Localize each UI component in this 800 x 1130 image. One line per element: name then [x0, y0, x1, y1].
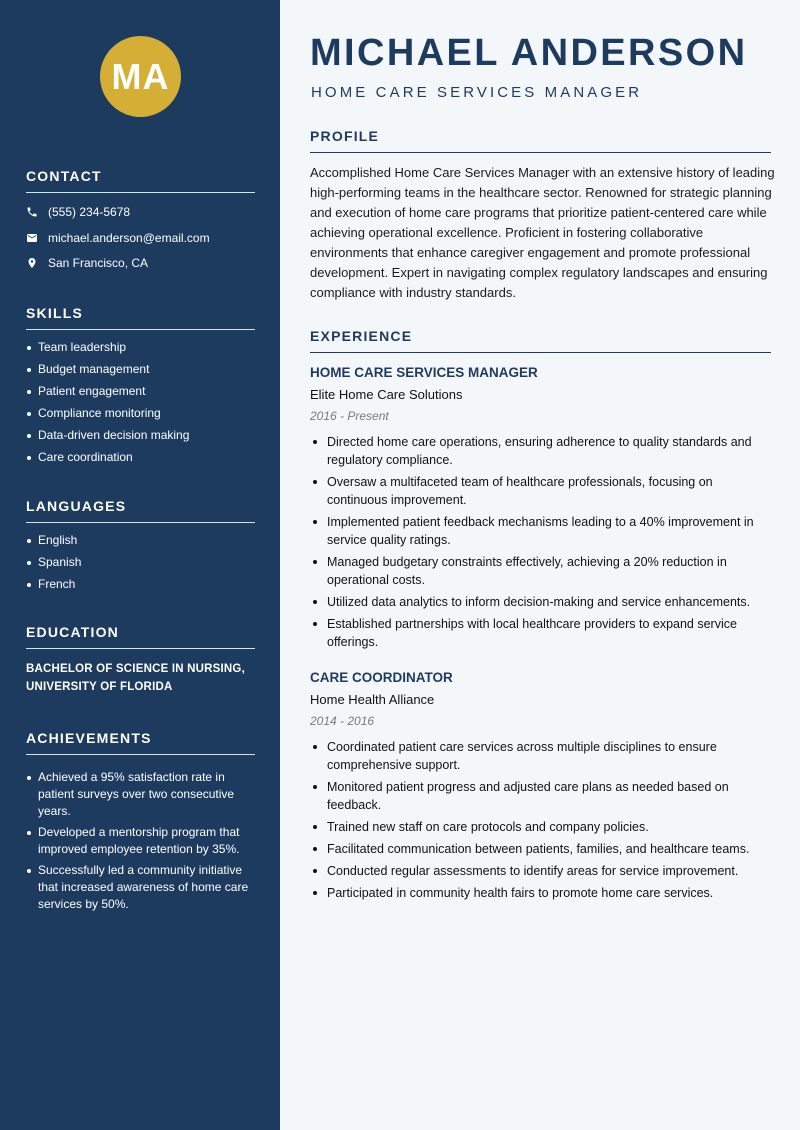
contact-phone — [26, 205, 255, 219]
achievements-section — [26, 730, 255, 917]
contact-location-text: San Francisco, CA — [48, 256, 149, 270]
job-entry — [310, 365, 776, 655]
phone-icon — [26, 206, 38, 218]
location-pin-icon — [26, 257, 38, 269]
list-item: Utilized data analytics to inform decision-making and service enhancements. — [310, 593, 776, 611]
avatar: MA — [100, 36, 181, 117]
list-item: Budget management — [26, 361, 255, 378]
languages-section — [26, 498, 255, 598]
contact-location — [26, 256, 255, 270]
list-item: Developed a mentorship program that improved employee retention by 35%. — [26, 824, 255, 858]
skills-heading: SKILLS — [26, 305, 255, 330]
sidebar — [0, 0, 280, 1130]
education-heading: EDUCATION — [26, 624, 255, 649]
job-dates: 2016 - Present — [310, 409, 389, 423]
list-item: English — [26, 532, 255, 549]
job-title: HOME CARE SERVICES MANAGER — [311, 84, 643, 101]
list-item: Monitored patient progress and adjusted care plans as needed based on feedback. — [310, 778, 776, 814]
education-section — [26, 624, 255, 696]
list-item: Data-driven decision making — [26, 427, 255, 444]
job-company: Home Health Alliance — [310, 692, 435, 707]
list-item: French — [26, 576, 255, 593]
experience-heading: EXPERIENCE — [310, 328, 771, 353]
list-item: Patient engagement — [26, 383, 255, 400]
achievements-heading: ACHIEVEMENTS — [26, 730, 255, 755]
list-item: Spanish — [26, 554, 255, 571]
contact-list — [26, 205, 255, 270]
job-bullets — [310, 738, 776, 902]
list-item: Implemented patient feedback mechanisms leading to a 40% improvement in service quality ratings. — [310, 513, 776, 549]
list-item: Achieved a 95% satisfaction rate in patient surveys over two consecutive years. — [26, 769, 255, 820]
skills-list — [26, 339, 255, 466]
list-item: Directed home care operations, ensuring adherence to quality standards and regulatory compliance. — [310, 433, 776, 469]
contact-phone-text: (555) 234-5678 — [48, 205, 131, 219]
list-item: Facilitated communication between patients, families, and healthcare teams. — [310, 840, 776, 858]
list-item: Coordinated patient care services across multiple disciplines to ensure comprehensive support. — [310, 738, 776, 774]
list-item: Successfully led a community initiative that increased awareness of home care services by 50%. — [26, 862, 255, 913]
job-dates: 2014 - 2016 — [310, 714, 375, 728]
job-role: CARE COORDINATOR — [310, 670, 453, 685]
list-item: Trained new staff on care protocols and company policies. — [310, 818, 776, 836]
profile-text: Accomplished Home Care Services Manager with an extensive history of leading high-performing teams in the healthcare sector. Renowned for strategic planning and execution of home care programs that prioritize patient-centered care while achieving operational excellence. Proficient in fostering collaborative environments that enhance caregiver engagement and promote professional development. Expert in navigating complex regulatory landscapes and ensuring compliance with industry standards. — [310, 165, 775, 300]
profile-heading: PROFILE — [310, 128, 771, 153]
languages-list — [26, 532, 255, 593]
contact-email — [26, 231, 255, 245]
list-item: Oversaw a multifaceted team of healthcare professionals, focusing on continuous improvement. — [310, 473, 776, 509]
education-degree: BACHELOR OF SCIENCE IN NURSING, UNIVERSITY OF FLORIDA — [26, 663, 245, 693]
languages-heading: LANGUAGES — [26, 498, 255, 523]
list-item: Team leadership — [26, 339, 255, 356]
page-title: MICHAEL ANDERSON — [310, 32, 748, 74]
skills-section — [26, 305, 255, 471]
contact-section — [26, 168, 255, 270]
main-content — [280, 0, 800, 1130]
contact-heading: CONTACT — [26, 168, 255, 193]
job-entry — [310, 670, 776, 906]
list-item: Care coordination — [26, 449, 255, 466]
list-item: Participated in community health fairs to promote home care services. — [310, 884, 776, 902]
list-item: Compliance monitoring — [26, 405, 255, 422]
contact-email-text[interactable]: michael.anderson@email.com — [48, 230, 210, 245]
job-bullets — [310, 433, 776, 651]
list-item: Established partnerships with local healthcare providers to expand service offerings. — [310, 615, 776, 651]
list-item: Managed budgetary constraints effectively, achieving a 20% reduction in operational costs. — [310, 553, 776, 589]
achievements-list — [26, 769, 255, 913]
list-item: Conducted regular assessments to identify areas for service improvement. — [310, 862, 776, 880]
email-icon — [26, 232, 38, 244]
job-company: Elite Home Care Solutions — [310, 387, 463, 402]
job-role: HOME CARE SERVICES MANAGER — [310, 365, 538, 380]
